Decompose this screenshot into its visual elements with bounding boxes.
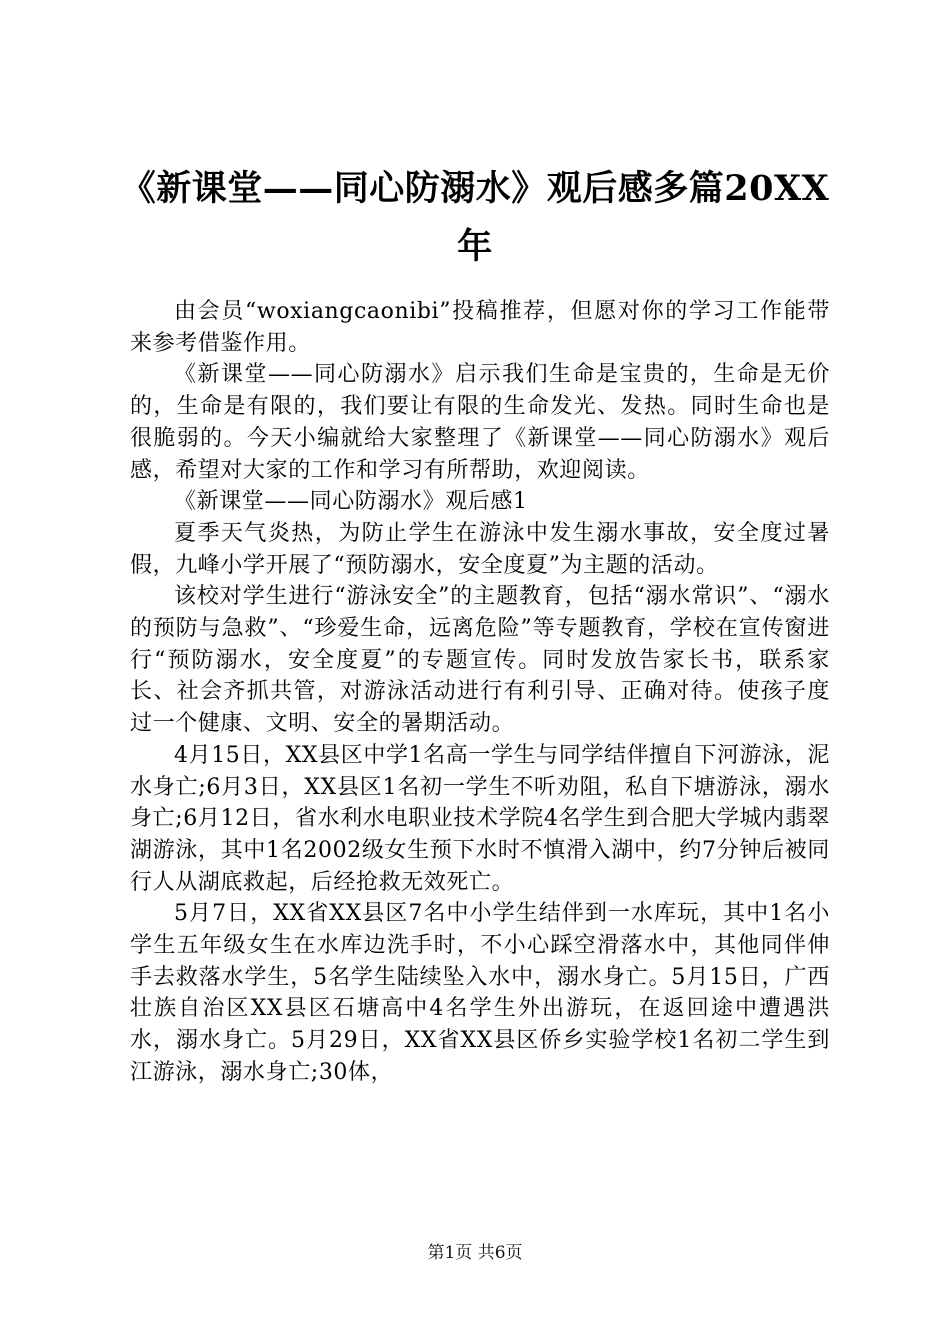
page-footer: 第1页 共6页 — [427, 1243, 523, 1263]
paragraph: 夏季天气炎热，为防止学生在游泳中发生溺水事故，安全度过暑假，九峰小学开展了“预防溺水，安全度夏”为主题的活动。 — [130, 520, 830, 578]
section-heading: 《新课堂——同心防溺水》观后感1 — [174, 489, 528, 515]
paragraph: 5月7日，XX省XX县区7名中小学生结伴到一水库玩，其中1名小学生五年级女生在水库边洗手时，不小心踩空滑落水中，其他同伴伸手去救落水学生，5名学生陆续坠入水中，溺水身亡。5月15日，广西壮族自治区XX县区石塘高中4名学生外出游玩，在返回途中遭遇洪水，溺水身亡。5月29日，XX省XX县区侨乡实验学校1名初二学生到江游泳，溺水身亡;30体， — [130, 901, 830, 1085]
paragraph: 该校对学生进行“游泳安全”的主题教育，包括“溺水常识”、“溺水的预防与急救”、“珍爱生命，远离危险”等专题教育，学校在宣传窗进行“预防溺水，安全度夏”的专题宣传。同时发放告家长书，联系家长、社会齐抓共管，对游泳活动进行有利引导、正确对待。使孩子度过一个健康、文明、安全的暑期活动。 — [130, 584, 830, 737]
document-title: 《新课堂——同心防溺水》观后感多篇20XX年 — [120, 168, 830, 267]
paragraph-preface: 《新课堂——同心防溺水》启示我们生命是宝贵的，生命是无价的，生命是有限的，我们要让有限的生命发光、发热。同时生命也是很脆弱的。今天小编就给大家整理了《新课堂——同心防溺水》观后感，希望对大家的工作和学习有所帮助，欢迎阅读。 — [130, 362, 830, 483]
paragraph-intro: 由会员“woxiangcaonibi”投稿推荐，但愿对你的学习工作能带来参考借鉴作用。 — [130, 299, 830, 356]
paragraph: 4月15日，XX县区中学1名高一学生与同学结伴擅自下河游泳，泥水身亡;6月3日，XX县区1名初一学生不听劝阻，私自下塘游泳，溺水身亡;6月12日，省水利水电职业技术学院4名学生到合肥大学城内翡翠湖游泳，其中1名2002级女生预下水时不慎滑入湖中，约7分钟后被同行人从湖底救起，后经抢救无效死亡。 — [130, 742, 830, 895]
document-body — [130, 296, 830, 1089]
